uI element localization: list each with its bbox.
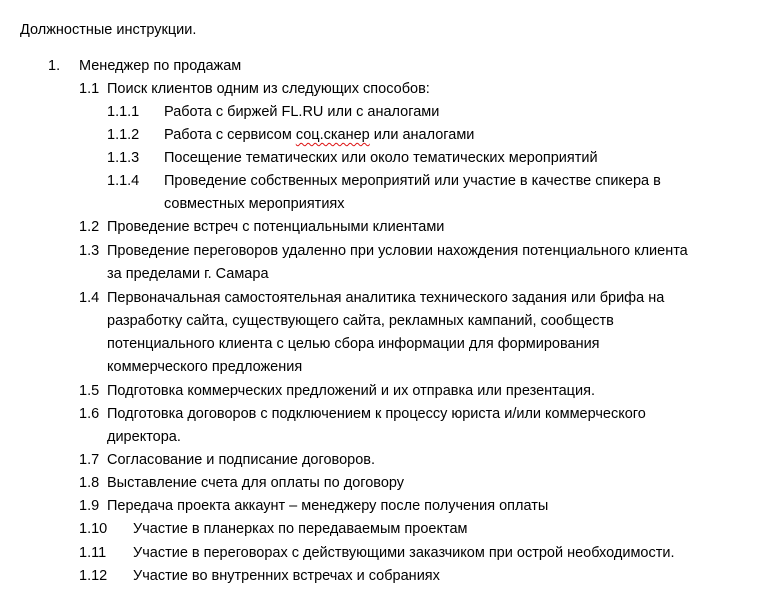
section-title: Менеджер по продажам <box>79 58 242 74</box>
item-text: Первоначальная самостоятельная аналитика технического задания или брифа на <box>107 290 665 306</box>
item-text: Поиск клиентов одним из следующих способов: <box>107 81 430 97</box>
item-number: 1.9 <box>79 498 100 514</box>
item-number: 1.6 <box>79 406 100 422</box>
item-text-continuation: директора. <box>107 429 181 445</box>
subitem-text <box>164 124 474 147</box>
item-number: 1.7 <box>79 452 100 468</box>
subitem-text-part: Работа с сервисом <box>164 127 296 143</box>
item-number: 1.4 <box>79 290 100 306</box>
subitem-number: 1.1.3 <box>107 150 140 166</box>
item-text: Участие в планерках по передаваемым проектам <box>133 521 468 537</box>
item-number: 1.12 <box>79 568 108 584</box>
item-number: 1.11 <box>79 545 107 561</box>
item-text-continuation: потенциального клиента с целью сбора информации для формирования <box>107 336 600 352</box>
item-text: Подготовка договоров с подключением к процессу юриста и/или коммерческого <box>107 406 646 422</box>
item-text: Подготовка коммерческих предложений и их отправка или презентация. <box>107 383 595 399</box>
item-text: Согласование и подписание договоров. <box>107 452 375 468</box>
subitem-text: Посещение тематических или около тематических мероприятий <box>164 150 598 166</box>
item-number: 1.5 <box>79 383 100 399</box>
subitem-text-part: или аналогами <box>369 127 475 143</box>
item-text-continuation: за пределами г. Самара <box>107 266 269 282</box>
spellcheck-flagged-word[interactable]: соц.сканер <box>295 127 370 143</box>
item-text: Проведение переговоров удаленно при условии нахождения потенциального клиента <box>107 243 688 259</box>
item-number: 1.2 <box>79 219 100 235</box>
subitem-text: Работа с биржей FL.RU или с аналогами <box>164 104 440 120</box>
item-number: 1.1 <box>79 81 100 97</box>
item-text: Передача проекта аккаунт – менеджеру после получения оплаты <box>107 498 549 514</box>
item-text: Участие во внутренних встречах и собраниях <box>133 568 440 584</box>
subitem-text: Проведение собственных мероприятий или участие в качестве спикера в <box>164 173 661 189</box>
item-number: 1.10 <box>79 521 108 537</box>
item-text: Проведение встреч с потенциальными клиентами <box>107 219 445 235</box>
item-number: 1.8 <box>79 475 100 491</box>
item-text: Выставление счета для оплаты по договору <box>107 475 405 491</box>
section-number: 1. <box>48 58 61 74</box>
item-number: 1.3 <box>79 243 100 259</box>
subitem-number: 1.1.4 <box>107 173 140 189</box>
item-text: Участие в переговорах с действующими заказчиком при острой необходимости. <box>133 545 675 561</box>
document-heading: Должностные инструкции. <box>20 22 197 38</box>
subitem-number: 1.1.1 <box>107 104 140 120</box>
item-text-continuation: разработку сайта, существующего сайта, рекламных кампаний, сообществ <box>107 313 614 329</box>
subitem-number: 1.1.2 <box>107 127 140 143</box>
subitem-text-continuation: совместных мероприятиях <box>164 196 345 212</box>
item-text-continuation: коммерческого предложения <box>107 359 303 375</box>
